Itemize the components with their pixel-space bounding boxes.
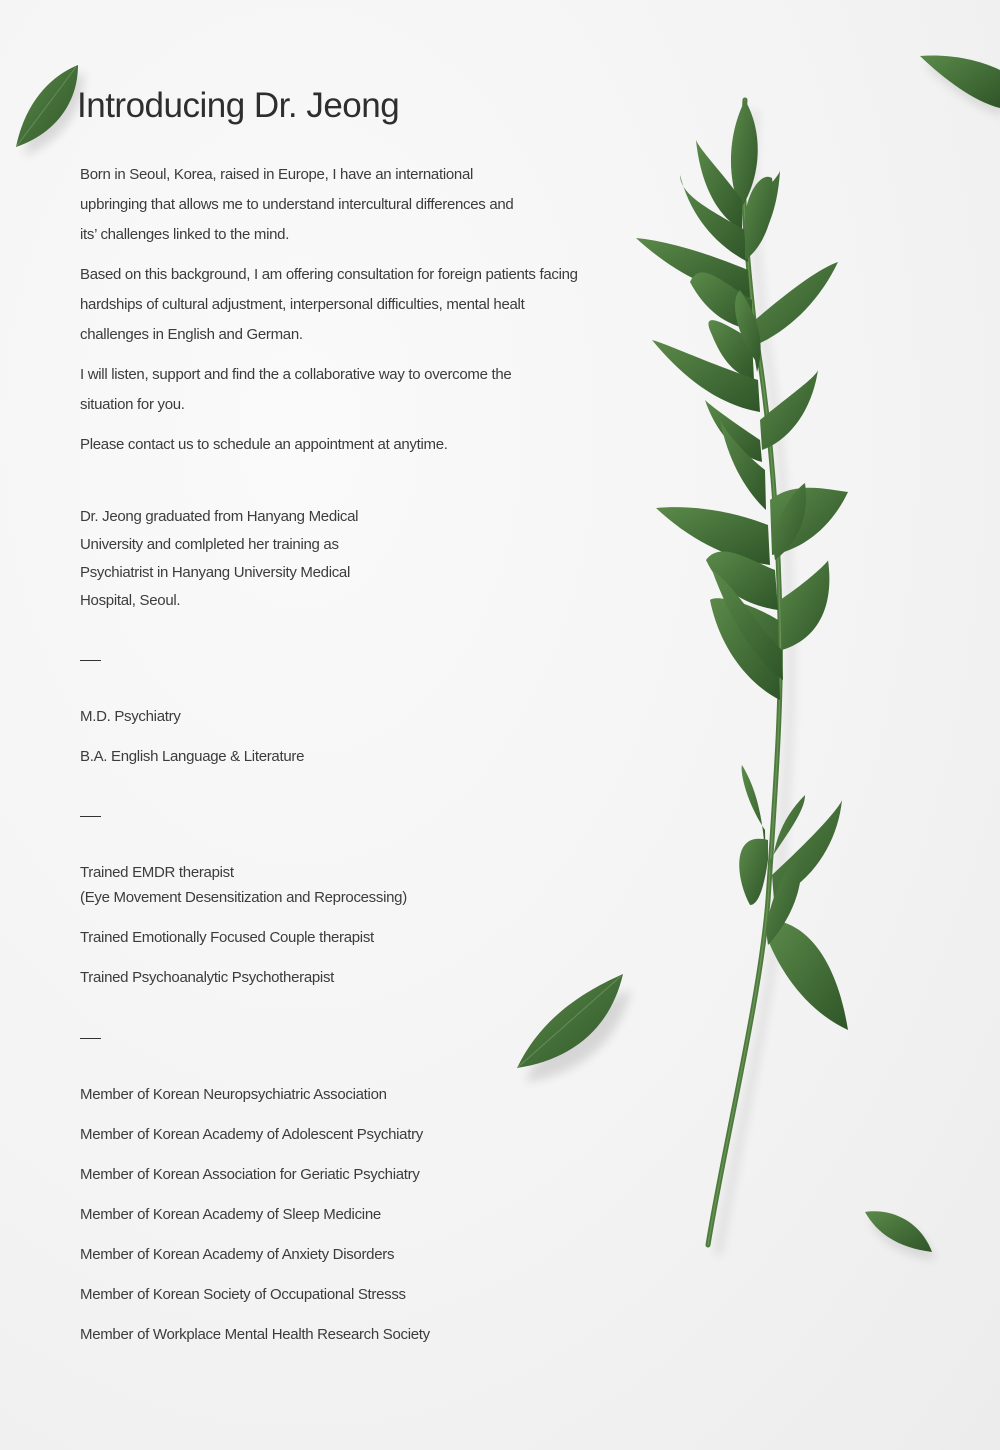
degree-item: B.A. English Language & Literature xyxy=(80,748,305,765)
intro-paragraph: Based on this background, I am offering consultation for foreign patients facing hardships of cultural adjustment, interpersonal difficulties, mental healt challenges in English and German. xyxy=(80,266,578,343)
membership-item: Member of Workplace Mental Health Research Society xyxy=(80,1326,430,1343)
degree-list xyxy=(80,704,304,784)
biography: Dr. Jeong graduated from Hanyang Medical University and comlpleted her training as Psychiatrist in Hanyang University Medical Hospital, Seoul. xyxy=(80,508,359,609)
leaf-icon xyxy=(865,1211,936,1260)
membership-item: Member of Korean Academy of Anxiety Disorders xyxy=(80,1246,395,1263)
training-item: Trained Psychoanalytic Psychotherapist xyxy=(80,969,335,986)
training-item-title: Trained EMDR therapist xyxy=(80,864,234,881)
intro-paragraph: I will listen, support and find the a collaborative way to overcome the situation for you. xyxy=(80,366,512,413)
membership-item: Member of Korean Association for Geriatic Psychiatry xyxy=(80,1166,420,1183)
leaf-icon xyxy=(16,65,84,156)
training-item xyxy=(80,860,407,910)
training-item-subtitle: (Eye Movement Desensitization and Reprocessing) xyxy=(80,889,407,906)
section-divider xyxy=(80,660,101,661)
intro-paragraph: Please contact us to schedule an appointment at anytime. xyxy=(80,436,448,453)
section-divider xyxy=(80,1038,101,1039)
membership-item: Member of Korean Society of Occupational Stresss xyxy=(80,1286,406,1303)
leaf-icon xyxy=(517,974,631,1082)
membership-item: Member of Korean Academy of Adolescent Psychiatry xyxy=(80,1126,423,1143)
training-item: Trained Emotionally Focused Couple therapist xyxy=(80,929,374,946)
section-divider xyxy=(80,816,101,817)
training-list xyxy=(80,860,407,1005)
degree-item: M.D. Psychiatry xyxy=(80,708,181,725)
introduction xyxy=(80,160,620,470)
membership-list xyxy=(80,1082,430,1362)
membership-item: Member of Korean Neuropsychiatric Association xyxy=(80,1086,387,1103)
leaf-icon xyxy=(920,56,1000,116)
membership-item: Member of Korean Academy of Sleep Medicine xyxy=(80,1206,381,1223)
page-title: Introducing Dr. Jeong xyxy=(77,86,400,125)
leafy-branch-illustration xyxy=(636,100,848,1255)
intro-paragraph: Born in Seoul, Korea, raised in Europe, I have an international upbringing that allows me to understand intercultural differences and its’ challenges linked to the mind. xyxy=(80,166,514,243)
